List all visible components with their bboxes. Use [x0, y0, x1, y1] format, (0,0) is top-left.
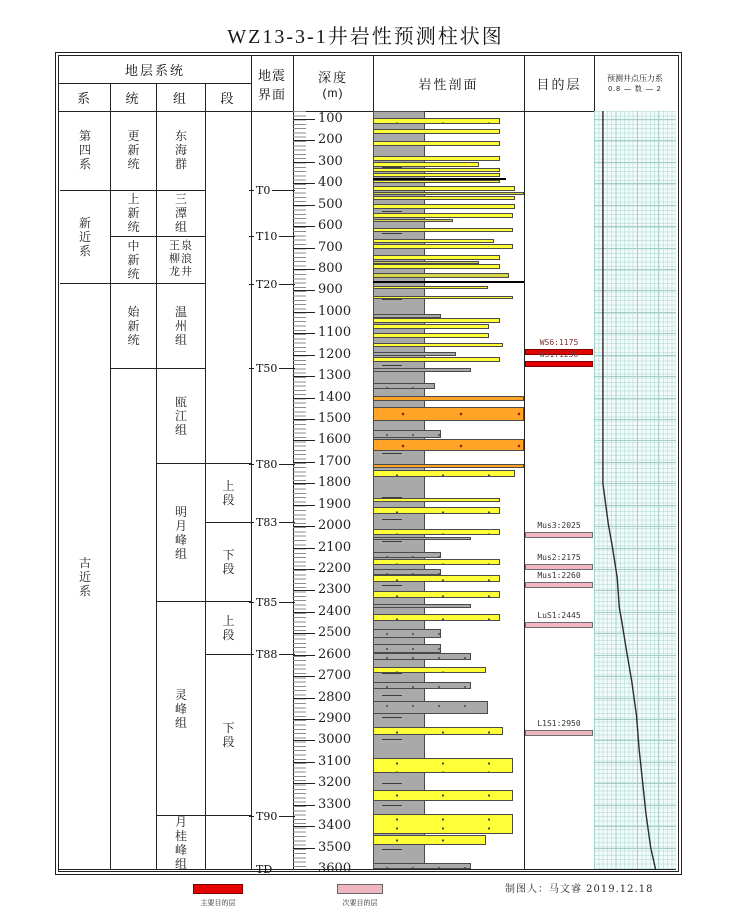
strat-cell-line: 明: [174, 504, 187, 519]
depth-label: 300: [318, 153, 343, 169]
strat-cell-line: 新: [127, 318, 140, 333]
depth-label: 500: [318, 196, 343, 212]
depth-major-tick: [293, 355, 315, 356]
mud-dash: [382, 211, 402, 212]
strat-cell-line: 系: [78, 583, 91, 598]
strat-cell-line: 统: [127, 332, 140, 347]
depth-major-tick: [293, 740, 315, 741]
strat-cell-line: 组: [174, 422, 187, 437]
depth-major-tick: [293, 698, 315, 699]
depth-label: 1000: [318, 303, 352, 319]
depth-major-tick: [293, 162, 315, 163]
litho-bar-sand2: [373, 192, 524, 195]
depth-label: 3000: [318, 732, 352, 748]
mud-dash: [382, 849, 402, 850]
strat-cell-member: [206, 655, 251, 817]
target-bar-sec: [525, 582, 593, 588]
credit-text: 制图人：马文睿 2019.12.18: [505, 884, 654, 895]
litho-bar-silt: [373, 352, 456, 356]
strat-cell-line: 上: [127, 192, 140, 207]
strat-cell-formation: [157, 369, 205, 464]
depth-major-tick: [293, 548, 315, 549]
mud-dash: [382, 519, 402, 520]
litho-bar-sand: [373, 343, 503, 348]
strat-cell-line: 王泉: [169, 240, 193, 253]
litho-bar-sand: [373, 318, 500, 323]
strat-cell-member: [206, 464, 251, 523]
strat-cell-line: 州: [174, 318, 187, 333]
litho-bar-silt: [373, 383, 435, 389]
strat-cell-line: 统: [127, 157, 140, 172]
target-label: L1S1:2950: [537, 718, 581, 728]
strat-cell-line: 江: [174, 408, 187, 423]
strat-cell-series: [111, 191, 156, 237]
litho-bar-sand: [373, 835, 486, 845]
depth-label: 400: [318, 175, 343, 191]
strat-cell-line: 月: [174, 814, 187, 829]
litho-bar-sand: [373, 255, 500, 260]
strat-cell-line: 组: [174, 332, 187, 347]
strat-cell-line: 新: [127, 206, 140, 221]
strat-cell-series: [111, 111, 156, 191]
target-bar-main: [525, 361, 593, 367]
strat-cell-line: 新: [78, 215, 91, 230]
strat-cell-series: [111, 284, 156, 369]
strat-cell-line: 海: [174, 143, 187, 158]
litho-bar-sand2: [373, 273, 509, 277]
strat-cell-formation: [157, 602, 205, 816]
depth-label: 700: [318, 239, 343, 255]
litho-bar-volc: [373, 464, 524, 469]
header-pressure-line2: 0.8 — 数 — 2: [608, 86, 662, 93]
target-label: WS6:1175: [539, 338, 579, 348]
litho-bar-sand: [373, 498, 500, 502]
litho-bar-sand: [373, 296, 513, 299]
mud-dash: [382, 739, 402, 740]
litho-bar-silt: [373, 537, 471, 541]
depth-major-tick: [293, 505, 315, 506]
litho-bar-silt: [373, 653, 471, 660]
strat-cell-line: 统: [127, 220, 140, 235]
header-pressure-line1: 预测井点压力系: [607, 74, 663, 83]
strat-cell-member: [206, 523, 251, 602]
strat-cell-line: 中: [127, 238, 140, 253]
header-col-formation: 组: [172, 90, 188, 106]
depth-label: 800: [318, 261, 343, 276]
strat-cell-line: 组: [174, 856, 187, 871]
litho-bar-sand: [373, 186, 515, 191]
legend-secondary-target-label: 次要目的层: [342, 900, 378, 907]
header-target: 目的层: [536, 77, 582, 92]
strat-cell-line: 组: [174, 546, 187, 561]
strat-cell-line: 始: [127, 304, 140, 319]
depth-label: 2800: [318, 689, 352, 705]
strat-cell-member: [206, 602, 251, 655]
depth-label: 2400: [318, 603, 352, 619]
header-seismic-line2: 界面: [257, 86, 286, 102]
mud-dash: [382, 673, 402, 674]
pressure-track: [594, 111, 676, 869]
depth-label: 2000: [318, 518, 352, 534]
mud-dash: [382, 585, 402, 586]
depth-label: 3600: [318, 861, 352, 876]
depth-label: 900: [318, 282, 343, 298]
target-label: Mus2:2175: [537, 552, 581, 562]
litho-bar-sand: [373, 529, 500, 535]
strat-cell-line: 潭: [174, 206, 187, 221]
strat-cell-formation: [157, 111, 205, 191]
mud-dash: [382, 541, 402, 542]
mud-dash: [382, 717, 402, 718]
depth-major-tick: [293, 398, 315, 399]
litho-bar-sand: [373, 118, 500, 124]
depth-major-tick: [293, 655, 315, 656]
litho-bar-sand: [373, 204, 515, 209]
litho-bar-silt: [373, 644, 441, 652]
depth-major-tick: [293, 826, 315, 827]
depth-major-tick: [293, 848, 315, 849]
litho-bar-sand: [373, 228, 513, 232]
target-label: Mus1:2260: [537, 570, 581, 580]
mud-dash: [382, 695, 402, 696]
strat-cell-line: 近: [78, 229, 91, 244]
strat-cell-formation: [157, 237, 205, 284]
header-divider: [59, 83, 251, 84]
depth-major-tick: [293, 440, 315, 441]
depth-major-tick: [293, 119, 315, 120]
depth-major-tick: [293, 226, 315, 227]
strat-cell-line: 柳浪: [169, 253, 193, 266]
strat-cell-line: 统: [127, 266, 140, 281]
strat-cell-formation: [157, 191, 205, 237]
header-col-system: 系: [76, 90, 92, 106]
depth-major-tick: [293, 312, 315, 313]
strat-cell-line: 上: [222, 478, 235, 493]
depth-label: 3300: [318, 796, 352, 812]
depth-major-tick: [293, 633, 315, 634]
depth-label: 1800: [318, 475, 352, 491]
seismic-marker: T10: [249, 230, 295, 244]
strat-cell-line: 灵: [174, 687, 187, 702]
depth-major-tick: [293, 483, 315, 484]
depth-major-tick: [293, 719, 315, 720]
strat-cell-line: 新: [127, 143, 140, 158]
litho-bar-sand: [373, 196, 515, 200]
depth-major-tick: [293, 783, 315, 784]
strat-cell-line: 第: [78, 129, 91, 144]
litho-bar-sand: [373, 239, 494, 243]
target-bar-sec: [525, 730, 593, 736]
mud-dash: [382, 805, 402, 806]
depth-label: 2300: [318, 582, 352, 598]
litho-bar-sand: [373, 180, 500, 183]
litho-bar-sand: [373, 667, 486, 673]
strat-cell-line: 段: [222, 492, 235, 507]
strat-cell-line: 下: [222, 548, 235, 563]
strat-cell-line: 更: [127, 129, 140, 144]
depth-label: 600: [318, 218, 343, 234]
litho-bar-sand: [373, 357, 500, 362]
depth-major-tick: [293, 590, 315, 591]
legend-secondary-target-swatch: [337, 884, 383, 894]
mud-dash: [382, 453, 402, 454]
depth-label: 2500: [318, 625, 352, 641]
depth-label: 3500: [318, 839, 352, 855]
target-label: WS1:1230: [539, 350, 579, 360]
litho-bar-volc: [373, 439, 524, 451]
strat-cell-line: 组: [174, 715, 187, 730]
depth-label: 3100: [318, 753, 352, 769]
depth-major-tick: [293, 269, 315, 270]
target-label: Mus3:2025: [537, 520, 581, 530]
litho-bar-coal: [373, 281, 524, 283]
litho-bar-sand: [373, 470, 515, 477]
depth-major-tick: [293, 183, 315, 184]
depth-major-tick: [293, 805, 315, 806]
depth-major-tick: [293, 676, 315, 677]
depth-major-tick: [293, 762, 315, 763]
litho-bar-silt: [373, 629, 441, 637]
strat-cell-line: 系: [78, 157, 91, 172]
depth-label: 3200: [318, 775, 352, 791]
litho-bar-sand: [373, 168, 500, 172]
strat-cell-line: 古: [78, 555, 91, 570]
strat-cell-member: [206, 817, 251, 870]
depth-label: 1100: [318, 325, 352, 341]
strat-cell-line: 瓯: [174, 394, 187, 409]
strat-cell-system: [60, 191, 110, 284]
strat-cell-line: 群: [174, 157, 187, 172]
strat-cell-line: 三: [174, 192, 187, 207]
strat-cell-series: [111, 237, 156, 284]
depth-label: 3400: [318, 818, 352, 834]
depth-label: 2100: [318, 539, 352, 555]
litho-bar-silt: [373, 682, 471, 689]
strat-cell-line: 峰: [174, 842, 187, 857]
depth-label: 2700: [318, 668, 352, 684]
strat-cell-line: 峰: [174, 701, 187, 716]
litho-mud-column: [373, 111, 425, 869]
depth-major-tick: [293, 290, 315, 291]
target-bar-sec: [525, 564, 593, 570]
depth-major-tick: [293, 376, 315, 377]
strat-cell-line: 东: [174, 129, 187, 144]
litho-bar-silt: [373, 863, 471, 869]
litho-bar-sand2: [373, 219, 453, 222]
strat-cell-formation: [157, 464, 205, 602]
strat-cell-line: 段: [222, 627, 235, 642]
strat-cell-line: 月: [174, 518, 187, 533]
depth-label: 1400: [318, 389, 352, 405]
litho-bar-silt: [373, 569, 441, 575]
depth-label: 1700: [318, 453, 352, 469]
litho-bar-silt: [373, 604, 471, 608]
strat-cell-line: 系: [78, 243, 91, 258]
depth-major-tick: [293, 419, 315, 420]
litho-bar-silt: [373, 430, 441, 438]
seismic-marker: TD: [249, 862, 295, 876]
litho-bar-silt: [373, 701, 488, 714]
seismic-marker: T20: [249, 277, 295, 291]
page-title: WZ13-3-1井岩性预测柱状图: [227, 26, 504, 48]
litho-bar-silt: [373, 552, 441, 558]
strat-cell-line: 温: [174, 304, 187, 319]
header-seismic: [251, 56, 293, 111]
seismic-marker: T0: [249, 184, 295, 198]
strat-cell-line: 上: [222, 613, 235, 628]
litho-bar-sand: [373, 790, 513, 801]
strat-cell-line: 下: [222, 721, 235, 736]
litho-bar-sand: [373, 575, 500, 582]
litho-bar-sand: [373, 758, 513, 773]
strat-cell-series: [111, 369, 156, 869]
depth-label: 2600: [318, 646, 352, 662]
header-depth-label: 深度: [317, 70, 348, 85]
depth-major-tick: [293, 333, 315, 334]
litho-bar-sand: [373, 141, 500, 146]
litho-bar-sand: [373, 324, 489, 329]
pressure-curve: [594, 111, 676, 869]
target-label: LuS1:2445: [537, 610, 581, 620]
litho-bar-sand: [373, 727, 503, 736]
header-col-series: 统: [125, 90, 141, 106]
strat-table: [58, 55, 679, 876]
depth-major-tick: [293, 869, 315, 870]
litho-bar-sand: [373, 173, 500, 177]
seismic-marker: T50: [249, 362, 295, 376]
litho-bar-sand: [373, 244, 513, 250]
litho-bar-sand: [373, 156, 500, 161]
strat-cell-line: 组: [174, 220, 187, 235]
depth-label: 200: [318, 132, 343, 148]
litho-bar-sand: [373, 264, 500, 269]
litho-bar-volc: [373, 396, 524, 401]
litho-bar-volc: [373, 407, 524, 421]
header-col-member: 段: [220, 90, 236, 106]
litho-bar-sand: [373, 614, 500, 621]
strat-cell-line: 龙井: [169, 266, 193, 279]
strat-cell-system: [60, 111, 110, 191]
mud-dash: [382, 365, 402, 366]
header-lithology: 岩性剖面: [418, 77, 479, 92]
seismic-marker: T88: [249, 648, 295, 662]
depth-major-tick: [293, 205, 315, 206]
depth-major-tick: [293, 248, 315, 249]
litho-bar-sand: [373, 162, 479, 167]
litho-bar-sand: [373, 333, 489, 338]
litho-bar-sand: [373, 129, 500, 134]
litho-bar-silt: [373, 368, 471, 372]
seismic-marker: T85: [249, 595, 295, 609]
seismic-marker: T80: [249, 457, 295, 471]
header-depth: [293, 56, 373, 111]
depth-label: 100: [318, 111, 343, 126]
strat-cell-line: 段: [222, 562, 235, 577]
depth-minor-ticks: [293, 111, 306, 869]
strat-cell-line: 新: [127, 252, 140, 267]
mud-dash: [382, 783, 402, 784]
depth-label: 1500: [318, 411, 352, 426]
header-seismic-line1: 地震: [257, 67, 286, 83]
seismic-marker: T90: [249, 810, 295, 824]
depth-major-tick: [293, 612, 315, 613]
litho-bar-sand: [373, 507, 500, 514]
seismic-marker: T83: [249, 516, 295, 530]
strat-cell-line: 四: [78, 143, 91, 158]
litho-bar-sand: [373, 286, 488, 289]
strat-cell-line: 峰: [174, 532, 187, 547]
depth-label: 1200: [318, 346, 352, 362]
depth-label: 2200: [318, 561, 352, 576]
header-pressure: [594, 56, 676, 111]
depth-label: 1900: [318, 496, 352, 512]
strat-cell-member: [206, 111, 251, 464]
target-bar-sec: [525, 622, 593, 628]
mud-dash: [382, 233, 402, 234]
legend-main-target-label: 主要目的层: [200, 900, 236, 907]
column-divider: [524, 56, 525, 869]
strat-cell-formation: [157, 284, 205, 369]
strat-cell-line: 桂: [174, 828, 187, 843]
litho-bar-sand: [373, 814, 513, 835]
strat-cell-line: 近: [78, 569, 91, 584]
litho-bar-sand: [373, 591, 500, 598]
depth-major-tick: [293, 140, 315, 141]
litho-bar-sand: [373, 213, 513, 218]
depth-major-tick: [293, 569, 315, 570]
strat-cell-formation: [157, 814, 205, 871]
target-bar-sec: [525, 532, 593, 538]
strat-cell-system: [60, 284, 110, 869]
depth-label: 1600: [318, 432, 352, 448]
legend-main-target-swatch: [193, 884, 243, 894]
strat-cell-line: 段: [222, 735, 235, 750]
header-depth-unit: (m): [322, 86, 344, 100]
litho-bar-sand: [373, 559, 500, 565]
header-strat-system: 地层系统: [124, 63, 185, 78]
depth-major-tick: [293, 526, 315, 527]
depth-label: 1300: [318, 368, 352, 384]
depth-major-tick: [293, 462, 315, 463]
depth-label: 2900: [318, 711, 352, 726]
